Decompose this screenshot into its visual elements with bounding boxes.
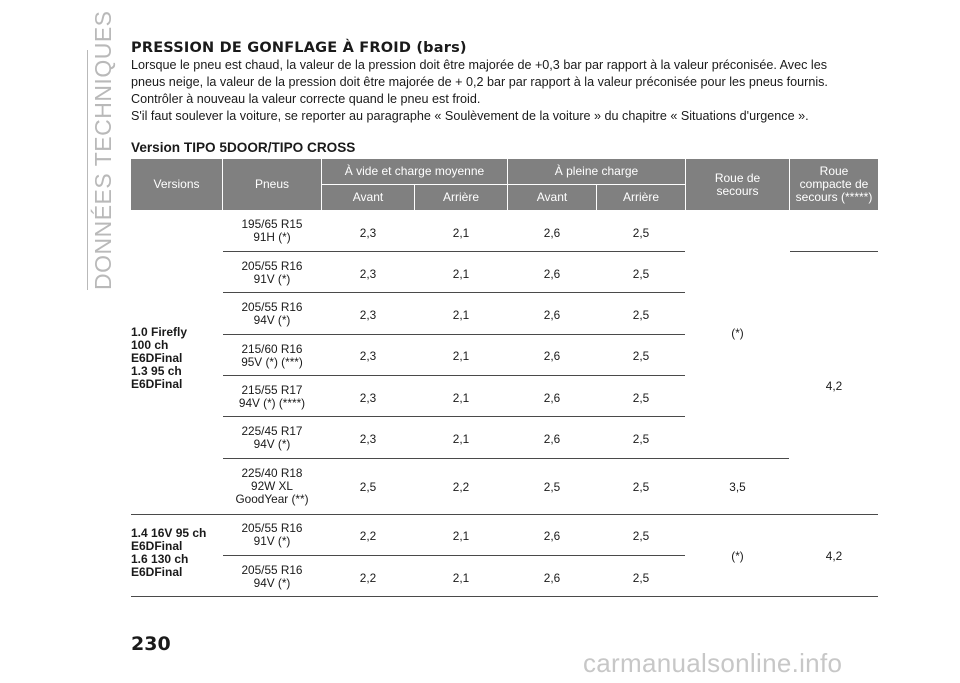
group-divider bbox=[131, 514, 878, 515]
pressure-pleine-avant: 2,6 bbox=[543, 308, 561, 322]
row-divider bbox=[223, 555, 685, 556]
pressure-pleine-avant: 2,6 bbox=[543, 571, 561, 585]
header-versions: Versions bbox=[131, 159, 222, 210]
roue-de-secours-value: (*) bbox=[731, 326, 744, 340]
watermark: carmanualsonline.info bbox=[583, 648, 843, 678]
tyre-size: 205/55 R16 bbox=[241, 521, 303, 535]
pressure-pleine-avant: 2,6 bbox=[543, 349, 561, 363]
roue-compacte-value: 4,2 bbox=[825, 549, 843, 563]
tyre-index: 94V (*) bbox=[253, 576, 291, 590]
tyre-index: 94V (*) bbox=[253, 313, 291, 327]
version-label: 1.4 16V 95 ch E6DFinal 1.6 130 ch E6DFinal bbox=[131, 526, 207, 579]
table-bottom-rule bbox=[131, 596, 878, 597]
page-number: 230 bbox=[131, 633, 171, 655]
paragraph-line: Lorsque le pneu est chaud, la valeur de la pression doit être majorée de +0,3 bar par rapport à la valeur préconisée. Avec les bbox=[131, 58, 828, 72]
header-pleine-avant: Avant bbox=[508, 185, 596, 210]
row-divider bbox=[223, 292, 685, 293]
pressure-pleine-avant: 2,6 bbox=[543, 226, 561, 240]
version-label: 1.0 Firefly 100 ch E6DFinal 1.3 95 ch E6DFinal bbox=[131, 325, 188, 391]
pressure-vide-avant: 2,3 bbox=[359, 391, 377, 405]
pressure-vide-avant: 2,2 bbox=[359, 529, 377, 543]
roue-compacte-value: 4,2 bbox=[825, 379, 843, 393]
pressure-vide-arriere: 2,1 bbox=[452, 391, 470, 405]
paragraph-line: S'il faut soulever la voiture, se reporter au paragraphe « Soulèvement de la voiture » du chapitre « Situations d'urgence ». bbox=[131, 109, 809, 123]
pressure-pleine-arriere: 2,5 bbox=[632, 267, 650, 281]
pressure-vide-avant: 2,5 bbox=[359, 480, 377, 494]
header-pleine-charge: À pleine charge bbox=[508, 159, 685, 184]
pressure-vide-arriere: 2,1 bbox=[452, 432, 470, 446]
roue-de-secours-value: 3,5 bbox=[729, 480, 746, 494]
tyre-brand: GoodYear (**) bbox=[235, 492, 309, 506]
pressure-pleine-arriere: 2,5 bbox=[632, 226, 650, 240]
header-roue-de-secours: Roue de secours bbox=[686, 159, 789, 210]
roue-de-secours-value: (*) bbox=[731, 549, 744, 563]
tyre-index: 91H (*) bbox=[253, 230, 291, 244]
row-divider bbox=[223, 375, 685, 376]
row-divider bbox=[223, 416, 685, 417]
header-roue-compacte: Roue compacte de secours (*****) bbox=[790, 159, 878, 210]
tyre-size: 205/55 R16 bbox=[241, 563, 303, 577]
row-divider bbox=[223, 251, 685, 252]
header-pneus: Pneus bbox=[223, 159, 321, 210]
tyre-index: 92W XL bbox=[251, 479, 293, 493]
sidebar-divider bbox=[87, 50, 88, 290]
tyre-size: 225/45 R17 bbox=[241, 424, 303, 438]
pressure-vide-arriere: 2,1 bbox=[452, 529, 470, 543]
tyre-size: 205/55 R16 bbox=[241, 300, 303, 314]
pressure-vide-avant: 2,3 bbox=[359, 432, 377, 446]
paragraph-line: Contrôler à nouveau la valeur correcte quand le pneu est froid. bbox=[131, 92, 481, 106]
tyre-size: 225/40 R18 bbox=[241, 466, 303, 480]
pressure-vide-avant: 2,2 bbox=[359, 571, 377, 585]
pressure-pleine-arriere: 2,5 bbox=[632, 391, 650, 405]
pressure-pleine-arriere: 2,5 bbox=[632, 480, 650, 494]
pressure-pleine-arriere: 2,5 bbox=[632, 349, 650, 363]
tyre-size: 195/65 R15 bbox=[241, 217, 303, 231]
pressure-vide-arriere: 2,2 bbox=[452, 480, 470, 494]
header-pleine-arriere: Arrière bbox=[597, 185, 685, 210]
tyre-index: 91V (*) bbox=[253, 534, 291, 548]
row-divider bbox=[790, 251, 878, 252]
table-title: Version TIPO 5DOOR/TIPO CROSS bbox=[131, 140, 356, 155]
tyre-size: 215/60 R16 bbox=[241, 342, 303, 356]
paragraph-line: pneus neige, la valeur de la pression doit être majorée de + 0,2 bar par rapport à la valeur préconisée pour les pneus fournis. bbox=[131, 75, 828, 89]
pressure-vide-avant: 2,3 bbox=[359, 349, 377, 363]
tyre-size: 215/55 R17 bbox=[241, 383, 303, 397]
sidebar-section-title: DONNÉES TECHNIQUES bbox=[90, 10, 116, 290]
pressure-pleine-avant: 2,5 bbox=[543, 480, 561, 494]
pressure-pleine-arriere: 2,5 bbox=[632, 308, 650, 322]
header-vide-avant: Avant bbox=[322, 185, 414, 210]
tyre-index: 94V (*) (****) bbox=[238, 396, 306, 410]
header-vide-charge-moyenne: À vide et charge moyenne bbox=[322, 159, 507, 184]
row-divider bbox=[223, 458, 789, 459]
pressure-pleine-arriere: 2,5 bbox=[632, 529, 650, 543]
pressure-pleine-avant: 2,6 bbox=[543, 529, 561, 543]
pressure-vide-avant: 2,3 bbox=[359, 226, 377, 240]
pressure-vide-arriere: 2,1 bbox=[452, 308, 470, 322]
pressure-vide-arriere: 2,1 bbox=[452, 349, 470, 363]
pressure-pleine-arriere: 2,5 bbox=[632, 432, 650, 446]
pressure-vide-avant: 2,3 bbox=[359, 267, 377, 281]
pressure-vide-arriere: 2,1 bbox=[452, 226, 470, 240]
header-vide-arriere: Arrière bbox=[415, 185, 507, 210]
pressure-vide-avant: 2,3 bbox=[359, 308, 377, 322]
page-heading: PRESSION DE GONFLAGE À FROID (bars) bbox=[131, 40, 467, 56]
pressure-vide-arriere: 2,1 bbox=[452, 267, 470, 281]
row-divider bbox=[223, 334, 685, 335]
pressure-vide-arriere: 2,1 bbox=[452, 571, 470, 585]
tyre-index: 91V (*) bbox=[253, 272, 291, 286]
sidebar-section bbox=[78, 10, 116, 290]
tyre-index: 95V (*) (***) bbox=[241, 355, 303, 369]
pressure-pleine-avant: 2,6 bbox=[543, 432, 561, 446]
pressure-pleine-avant: 2,6 bbox=[543, 391, 561, 405]
tyre-index: 94V (*) bbox=[253, 437, 291, 451]
pressure-pleine-arriere: 2,5 bbox=[632, 571, 650, 585]
tyre-size: 205/55 R16 bbox=[241, 259, 303, 273]
pressure-pleine-avant: 2,6 bbox=[543, 267, 561, 281]
